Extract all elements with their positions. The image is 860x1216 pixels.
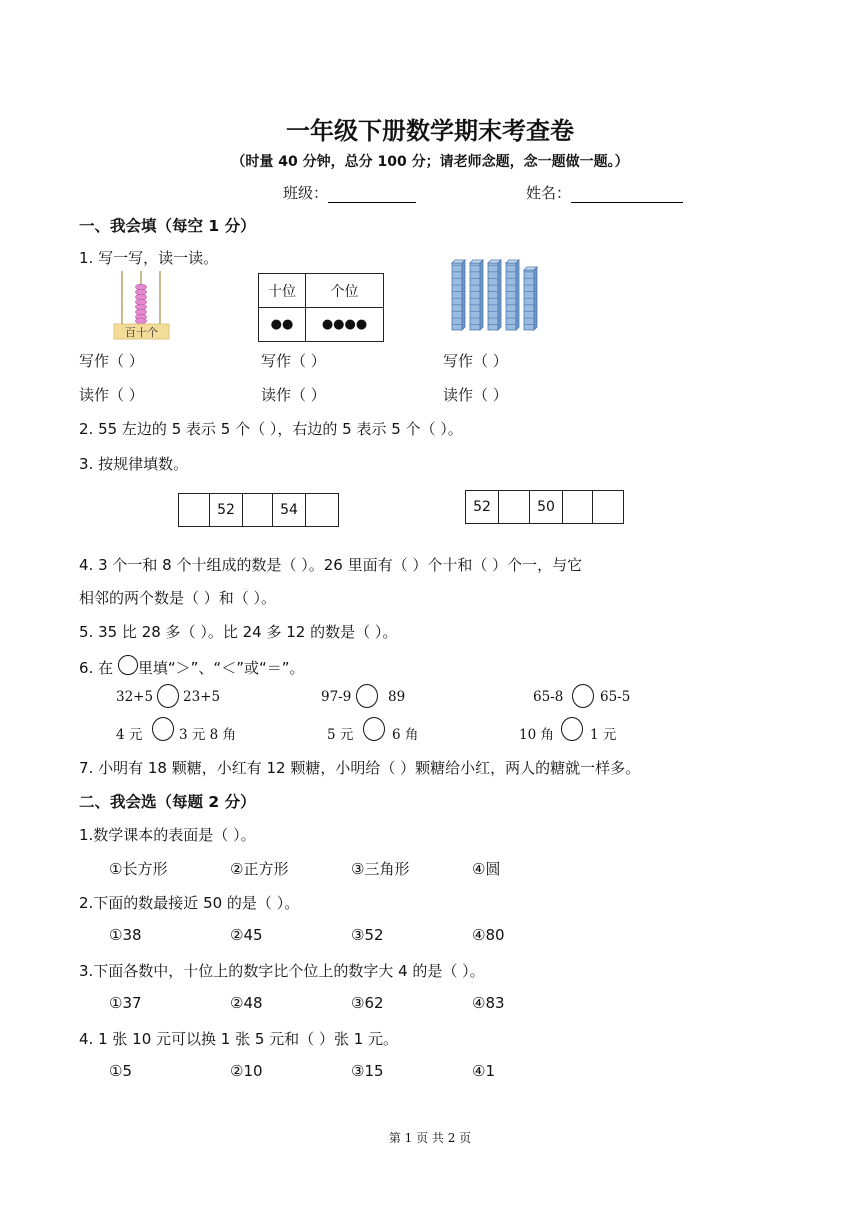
q1-write-2[interactable]: 写作（ ）	[261, 352, 326, 370]
compare-left: 10 角	[519, 727, 554, 743]
mc-q4-option[interactable]: ④1	[472, 1062, 495, 1080]
sequence-a	[178, 493, 339, 527]
name-blank[interactable]	[571, 186, 683, 203]
mc-q3-option[interactable]: ②48	[230, 994, 263, 1012]
ten-sticks	[452, 260, 537, 330]
mc-q4-option[interactable]: ①5	[109, 1062, 132, 1080]
name-field	[526, 182, 683, 203]
exam-instructions: （时量 40 分钟，总分 100 分；请老师念题，念一题做一题。）	[231, 154, 629, 170]
mc-q2-option[interactable]: ②45	[230, 926, 263, 944]
ones-dots: ●●●●	[306, 308, 384, 342]
mc-q3-stem: 3.下面各数中，十位上的数字比个位上的数字大 4 的是（ ）。	[79, 962, 485, 980]
page-footer: 第 1 页 共 2 页	[388, 1131, 472, 1145]
mc-q4-option[interactable]: ②10	[230, 1062, 263, 1080]
class-label: 班级：	[283, 184, 329, 202]
mc-q1-option[interactable]: ④圆	[472, 860, 501, 878]
compare-circle[interactable]	[572, 684, 594, 708]
sequence-b	[465, 490, 624, 524]
mc-q2-option[interactable]: ④80	[472, 926, 505, 944]
abacus-label: 百十个	[125, 326, 158, 339]
q4-line-2: 相邻的两个数是（ ）和（ ）。	[79, 589, 277, 607]
q6-stem-post: 里填“＞”、“＜”或“＝”。	[137, 659, 305, 677]
mc-q3-option[interactable]: ③62	[351, 994, 384, 1012]
mc-q4-stem: 4. 1 张 10 元可以换 1 张 5 元和（ ）张 1 元。	[79, 1030, 399, 1048]
q3-stem: 3. 按规律填数。	[79, 455, 189, 473]
mc-q3-option[interactable]: ④83	[472, 994, 505, 1012]
seq-a-cell: 54	[273, 494, 306, 527]
q1-write-1[interactable]: 写作（ ）	[79, 352, 144, 370]
compare-left: 65-8	[533, 689, 564, 705]
mc-q1-option[interactable]: ②正方形	[230, 860, 289, 878]
name-label: 姓名：	[526, 184, 572, 202]
q1-stem: 1. 写一写，读一读。	[79, 249, 219, 267]
compare-circle[interactable]	[356, 684, 378, 708]
compare-right: 1 元	[590, 727, 617, 743]
q4-line-1: 4. 3 个一和 8 个十组成的数是（ ）。26 里面有（ ）个十和（ ）个一，与它	[79, 556, 583, 574]
mc-q2-option[interactable]: ③52	[351, 926, 384, 944]
compare-circle[interactable]	[363, 717, 385, 741]
q1-read-3[interactable]: 读作（ ）	[443, 386, 508, 404]
compare-left: 4 元	[116, 727, 143, 743]
q1-read-1[interactable]: 读作（ ）	[79, 386, 144, 404]
ten-sticks-image	[448, 259, 544, 334]
compare-right: 3 元 8 角	[179, 727, 237, 743]
compare-right: 23+5	[183, 689, 221, 705]
mc-q2-stem: 2.下面的数最接近 50 的是（ ）。	[79, 894, 300, 912]
q6-stem-pre: 6. 在	[79, 659, 114, 677]
q6-stem	[79, 655, 305, 678]
seq-b-cell[interactable]	[499, 491, 530, 524]
seq-b-cell: 52	[466, 491, 499, 524]
mc-q1-stem: 1.数学课本的表面是（ ）。	[79, 826, 256, 844]
seq-b-cell: 50	[530, 491, 563, 524]
compare-right: 6 角	[392, 727, 419, 743]
mc-q1-option[interactable]: ①长方形	[109, 860, 168, 878]
compare-left: 97-9	[321, 689, 352, 705]
place-value-table	[258, 273, 384, 342]
abacus-beads	[136, 284, 147, 324]
seq-b-cell[interactable]	[593, 491, 624, 524]
page-title: 一年级下册数学期末考查卷	[286, 117, 574, 145]
compare-left: 5 元	[327, 727, 354, 743]
q1-read-2[interactable]: 读作（ ）	[261, 386, 326, 404]
compare-circle[interactable]	[561, 717, 583, 741]
compare-left: 32+5	[116, 689, 154, 705]
q2-text: 2. 55 左边的 5 表示 5 个（ ），右边的 5 表示 5 个（ ）。	[79, 420, 463, 438]
seq-a-cell[interactable]	[306, 494, 339, 527]
section-1-heading: 一、我会填（每空 1 分）	[79, 217, 256, 235]
q5-text: 5. 35 比 28 多（ ）。比 24 多 12 的数是（ ）。	[79, 623, 398, 641]
seq-a-cell[interactable]	[179, 494, 210, 527]
compare-circle[interactable]	[157, 684, 179, 708]
class-blank[interactable]	[328, 186, 416, 203]
compare-circle[interactable]	[152, 717, 174, 741]
compare-right: 89	[388, 689, 406, 705]
mc-q4-option[interactable]: ③15	[351, 1062, 384, 1080]
mc-q1-option[interactable]: ③三角形	[351, 860, 410, 878]
tens-dots: ●●	[259, 308, 306, 342]
mc-q2-option[interactable]: ①38	[109, 926, 142, 944]
abacus-image	[113, 268, 170, 340]
compare-right: 65-5	[600, 689, 631, 705]
seq-a-cell[interactable]	[243, 494, 273, 527]
circle-icon	[118, 655, 138, 675]
ones-header: 个位	[306, 274, 384, 308]
seq-a-cell: 52	[210, 494, 243, 527]
class-field	[283, 182, 416, 203]
section-2-heading: 二、我会选（每题 2 分）	[79, 793, 256, 811]
q7-text: 7. 小明有 18 颗糖，小红有 12 颗糖，小明给（ ）颗糖给小红，两人的糖就一样多。	[79, 759, 641, 777]
q1-write-3[interactable]: 写作（ ）	[443, 352, 508, 370]
tens-header: 十位	[259, 274, 306, 308]
seq-b-cell[interactable]	[563, 491, 593, 524]
mc-q3-option[interactable]: ①37	[109, 994, 142, 1012]
